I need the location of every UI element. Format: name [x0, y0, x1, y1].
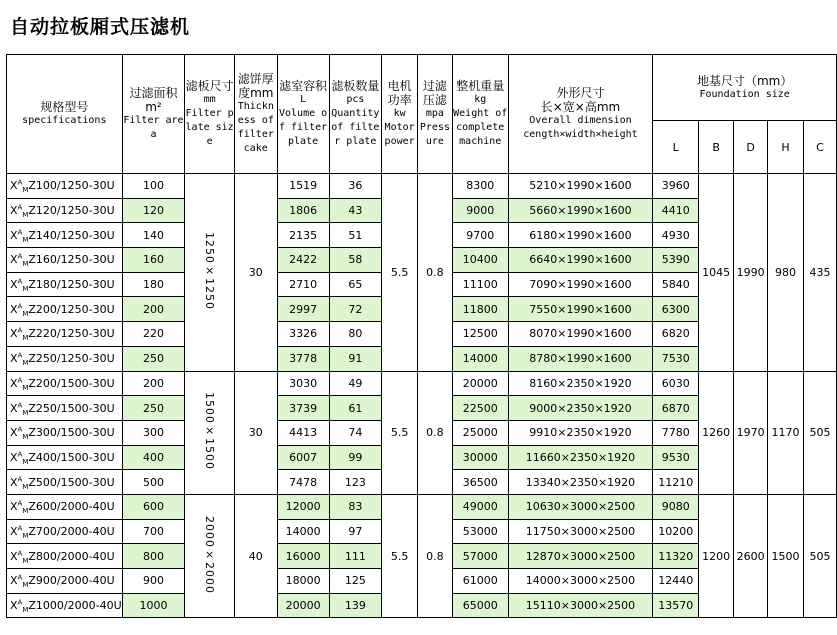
plate-size-text: 1250×1250 [203, 231, 217, 310]
model-suffix: Z200/1500-30U [28, 376, 115, 390]
pressure-cell: 0.8 [418, 371, 453, 494]
model-prefix: X [10, 524, 18, 538]
foundation-l-cell: 5390 [653, 248, 699, 273]
weight-cell: 10400 [452, 248, 508, 273]
model-suffix: Z400/1500-30U [28, 450, 115, 464]
plate-size-cell [185, 371, 235, 494]
foundation-d-cell: 1990 [734, 174, 768, 372]
model-sub: M [22, 334, 29, 343]
quantity-cell: 91 [329, 346, 382, 371]
model-suffix: Z500/1500-30U [28, 475, 115, 489]
weight-cell: 8300 [452, 174, 508, 199]
model-cell [7, 248, 123, 273]
foundation-l-cell: 12440 [653, 569, 699, 594]
model-cell [7, 519, 123, 544]
model-sup: A [17, 425, 23, 434]
model-sup: A [17, 178, 23, 187]
dimension-cell: 6640×1990×1600 [508, 248, 653, 273]
area-cell: 250 [122, 346, 185, 371]
foundation-h-cell: 1170 [768, 371, 804, 494]
volume-cell: 18000 [277, 569, 329, 594]
foundation-d-cell: 1970 [734, 371, 768, 494]
dimension-cell: 11660×2350×1920 [508, 445, 653, 470]
model-prefix: X [10, 253, 18, 267]
weight-cell: 65000 [452, 593, 508, 618]
model-sub: M [22, 433, 29, 442]
page-title: 自动拉板厢式压滤机 [10, 16, 191, 38]
dimension-cell: 14000×3000×2500 [508, 569, 653, 594]
header-foundation: 地基尺寸（mm） Foundation size [653, 55, 837, 121]
volume-cell: 3030 [277, 371, 329, 396]
spec-table [6, 54, 837, 618]
model-prefix: X [10, 475, 18, 489]
foundation-l-cell: 9080 [653, 494, 699, 519]
volume-cell: 16000 [277, 544, 329, 569]
volume-cell: 1806 [277, 198, 329, 223]
model-prefix: X [10, 302, 18, 316]
pressure-cell: 0.8 [418, 494, 453, 617]
model-sup: A [17, 228, 23, 237]
area-cell: 200 [122, 297, 185, 322]
foundation-l-cell: 7780 [653, 420, 699, 445]
model-cell [7, 198, 123, 223]
model-sup: A [17, 474, 23, 483]
model-sub: M [22, 458, 29, 467]
dimension-cell: 8780×1990×1600 [508, 346, 653, 371]
weight-cell: 57000 [452, 544, 508, 569]
thickness-cell: 40 [234, 494, 277, 617]
foundation-l-cell: 3960 [653, 174, 699, 199]
quantity-cell: 43 [329, 198, 382, 223]
dimension-cell: 9000×2350×1920 [508, 396, 653, 421]
header-quantity: 滤板数量 pcs Quantity of filter plate [329, 55, 382, 174]
model-suffix: Z140/1250-30U [28, 228, 115, 242]
weight-cell: 36500 [452, 470, 508, 495]
area-cell: 140 [122, 223, 185, 248]
volume-cell: 6007 [277, 445, 329, 470]
volume-cell: 3778 [277, 346, 329, 371]
foundation-l-cell: 13570 [653, 593, 699, 618]
header-power: 电机功率 kw Motor power [382, 55, 418, 174]
model-prefix: X [10, 426, 18, 440]
header-foundation-h: H [768, 121, 804, 174]
model-prefix: X [10, 549, 18, 563]
volume-cell: 3326 [277, 322, 329, 347]
table-row [7, 494, 837, 519]
power-cell: 5.5 [382, 371, 418, 494]
dimension-cell: 5660×1990×1600 [508, 198, 653, 223]
quantity-cell: 123 [329, 470, 382, 495]
model-cell [7, 371, 123, 396]
weight-cell: 9700 [452, 223, 508, 248]
model-sub: M [22, 260, 29, 269]
model-prefix: X [10, 352, 18, 366]
weight-cell: 14000 [452, 346, 508, 371]
header-area: 过滤面积 m² Filter area [122, 55, 185, 174]
quantity-cell: 99 [329, 445, 382, 470]
dimension-cell: 9910×2350×1920 [508, 420, 653, 445]
model-sub: M [22, 384, 29, 393]
model-suffix: Z220/1250-30U [28, 327, 115, 341]
area-cell: 900 [122, 569, 185, 594]
dimension-cell: 8160×2350×1920 [508, 371, 653, 396]
weight-cell: 11800 [452, 297, 508, 322]
model-prefix: X [10, 179, 18, 193]
dimension-cell: 8070×1990×1600 [508, 322, 653, 347]
foundation-h-cell: 980 [768, 174, 804, 372]
quantity-cell: 51 [329, 223, 382, 248]
model-sub: M [22, 581, 29, 590]
weight-cell: 9000 [452, 198, 508, 223]
model-sub: M [22, 186, 29, 195]
weight-cell: 20000 [452, 371, 508, 396]
model-sub: M [22, 211, 29, 220]
model-sup: A [17, 499, 23, 508]
area-cell: 400 [122, 445, 185, 470]
model-sup: A [17, 450, 23, 459]
foundation-l-cell: 6870 [653, 396, 699, 421]
quantity-cell: 74 [329, 420, 382, 445]
model-sup: A [17, 203, 23, 212]
quantity-cell: 83 [329, 494, 382, 519]
model-sup: A [17, 549, 23, 557]
foundation-b-cell: 1045 [699, 174, 734, 372]
volume-cell: 1519 [277, 174, 329, 199]
model-sub: M [22, 309, 29, 318]
area-cell: 300 [122, 420, 185, 445]
model-suffix: Z250/1500-30U [28, 401, 115, 415]
dimension-cell: 7550×1990×1600 [508, 297, 653, 322]
dimension-cell: 6180×1990×1600 [508, 223, 653, 248]
header-plate-size: 滤板尺寸 mm Filter plate size [185, 55, 235, 174]
model-sub: M [22, 235, 29, 244]
dimension-cell: 10630×3000×2500 [508, 494, 653, 519]
quantity-cell: 61 [329, 396, 382, 421]
area-cell: 1000 [122, 593, 185, 618]
model-prefix: X [10, 574, 18, 588]
model-cell [7, 445, 123, 470]
foundation-h-cell: 1500 [768, 494, 804, 617]
model-sub: M [22, 507, 29, 516]
foundation-l-cell: 7530 [653, 346, 699, 371]
pressure-cell: 0.8 [418, 174, 453, 372]
plate-size-cell [185, 174, 235, 372]
model-sub: M [22, 556, 29, 565]
foundation-d-cell: 2600 [734, 494, 768, 617]
foundation-c-cell: 505 [803, 371, 836, 494]
header-row [7, 55, 837, 121]
power-cell: 5.5 [382, 174, 418, 372]
foundation-l-cell: 6820 [653, 322, 699, 347]
foundation-l-cell: 11320 [653, 544, 699, 569]
header-dimension: 外形尺寸 长×宽×高mm Overall dimension cength×width×height [508, 55, 653, 174]
foundation-l-cell: 4410 [653, 198, 699, 223]
model-suffix: Z1000/2000-40U [28, 599, 122, 613]
dimension-cell: 13340×2350×1920 [508, 470, 653, 495]
foundation-l-cell: 4930 [653, 223, 699, 248]
foundation-l-cell: 10200 [653, 519, 699, 544]
quantity-cell: 80 [329, 322, 382, 347]
header-foundation-l: L [653, 121, 699, 174]
volume-cell: 4413 [277, 420, 329, 445]
model-cell [7, 494, 123, 519]
model-prefix: X [10, 376, 18, 390]
model-sub: M [22, 532, 29, 541]
volume-cell: 14000 [277, 519, 329, 544]
model-suffix: Z300/1500-30U [28, 426, 115, 440]
dimension-cell: 12870×3000×2500 [508, 544, 653, 569]
model-prefix: X [10, 450, 18, 464]
volume-cell: 2710 [277, 272, 329, 297]
header-weight: 整机重量 kg Weight of complete machine [452, 55, 508, 174]
model-prefix: X [10, 228, 18, 242]
weight-cell: 30000 [452, 445, 508, 470]
model-prefix: X [10, 278, 18, 292]
model-cell [7, 223, 123, 248]
model-cell [7, 569, 123, 594]
header-foundation-b: B [699, 121, 734, 174]
foundation-b-cell: 1260 [699, 371, 734, 494]
model-suffix: Z700/2000-40U [28, 524, 115, 538]
volume-cell: 2422 [277, 248, 329, 273]
power-cell: 5.5 [382, 494, 418, 617]
area-cell: 600 [122, 494, 185, 519]
area-cell: 250 [122, 396, 185, 421]
model-sup: A [17, 252, 23, 261]
thickness-cell: 30 [234, 174, 277, 372]
area-cell: 700 [122, 519, 185, 544]
model-suffix: Z120/1250-30U [28, 204, 115, 218]
model-sup: A [17, 326, 23, 335]
model-suffix: Z600/2000-40U [28, 500, 115, 514]
model-sub: M [22, 482, 29, 491]
quantity-cell: 36 [329, 174, 382, 199]
model-sup: A [17, 573, 23, 582]
weight-cell: 49000 [452, 494, 508, 519]
model-sub: M [22, 408, 29, 417]
quantity-cell: 139 [329, 593, 382, 618]
header-foundation-d: D [734, 121, 768, 174]
thickness-cell: 30 [234, 371, 277, 494]
foundation-l-cell: 11210 [653, 470, 699, 495]
header-model: 规格型号 specifications [7, 55, 123, 174]
model-sub: M [22, 359, 29, 368]
model-cell [7, 593, 123, 618]
area-cell: 220 [122, 322, 185, 347]
model-suffix: Z800/2000-40U [28, 549, 115, 563]
volume-cell: 7478 [277, 470, 329, 495]
weight-cell: 61000 [452, 569, 508, 594]
area-cell: 180 [122, 272, 185, 297]
foundation-c-cell: 435 [803, 174, 836, 372]
quantity-cell: 65 [329, 272, 382, 297]
header-volume: 滤室容积 L Volume of filter plate [277, 55, 329, 174]
header-thickness: 滤饼厚度mm Thickness of filter cake [234, 55, 277, 174]
weight-cell: 53000 [452, 519, 508, 544]
model-cell [7, 297, 123, 322]
foundation-l-cell: 9530 [653, 445, 699, 470]
dimension-cell: 7090×1990×1600 [508, 272, 653, 297]
volume-cell: 2135 [277, 223, 329, 248]
model-sup: A [17, 400, 23, 409]
plate-size-text: 1500×1500 [203, 392, 217, 471]
foundation-l-cell: 5840 [653, 272, 699, 297]
model-cell [7, 322, 123, 347]
foundation-b-cell: 1200 [699, 494, 734, 617]
dimension-cell: 15110×3000×2500 [508, 593, 653, 618]
plate-size-cell [185, 494, 235, 617]
model-cell [7, 396, 123, 421]
area-cell: 500 [122, 470, 185, 495]
model-sup: A [17, 277, 23, 286]
quantity-cell: 125 [329, 569, 382, 594]
area-cell: 800 [122, 544, 185, 569]
model-prefix: X [10, 204, 18, 218]
foundation-c-cell: 505 [803, 494, 836, 617]
model-cell [7, 346, 123, 371]
model-suffix: Z200/1250-30U [28, 302, 115, 316]
model-sub: M [22, 606, 29, 615]
dimension-cell: 5210×1990×1600 [508, 174, 653, 199]
area-cell: 120 [122, 198, 185, 223]
model-suffix: Z160/1250-30U [28, 253, 115, 267]
model-sup: A [17, 524, 23, 533]
weight-cell: 11100 [452, 272, 508, 297]
model-sub: M [22, 285, 29, 294]
model-cell [7, 420, 123, 445]
foundation-l-cell: 6030 [653, 371, 699, 396]
table-row [7, 174, 837, 199]
header-foundation-c: C [803, 121, 836, 174]
model-sup: A [17, 302, 23, 311]
model-prefix: X [10, 599, 18, 613]
dimension-cell: 11750×3000×2500 [508, 519, 653, 544]
model-sup: A [17, 351, 23, 360]
model-cell [7, 544, 123, 569]
weight-cell: 25000 [452, 420, 508, 445]
weight-cell: 22500 [452, 396, 508, 421]
model-cell [7, 470, 123, 495]
quantity-cell: 58 [329, 248, 382, 273]
volume-cell: 3739 [277, 396, 329, 421]
model-suffix: Z100/1250-30U [28, 179, 115, 193]
volume-cell: 2997 [277, 297, 329, 322]
volume-cell: 12000 [277, 494, 329, 519]
area-cell: 160 [122, 248, 185, 273]
quantity-cell: 72 [329, 297, 382, 322]
model-sup: A [17, 598, 23, 607]
quantity-cell: 49 [329, 371, 382, 396]
foundation-l-cell: 6300 [653, 297, 699, 322]
model-suffix: Z180/1250-30U [28, 278, 115, 292]
table-row [7, 371, 837, 396]
plate-size-text: 2000×2000 [203, 515, 217, 594]
model-sup: A [17, 376, 23, 385]
area-cell: 200 [122, 371, 185, 396]
model-cell [7, 174, 123, 199]
quantity-cell: 111 [329, 544, 382, 569]
area-cell: 100 [122, 174, 185, 199]
model-cell [7, 272, 123, 297]
volume-cell: 20000 [277, 593, 329, 618]
header-pressure: 过滤压滤 mpa Pressure [418, 55, 453, 174]
quantity-cell: 97 [329, 519, 382, 544]
model-prefix: X [10, 401, 18, 415]
weight-cell: 12500 [452, 322, 508, 347]
model-prefix: X [10, 500, 18, 514]
model-suffix: Z250/1250-30U [28, 352, 115, 366]
model-prefix: X [10, 327, 18, 341]
model-suffix: Z900/2000-40U [28, 574, 115, 588]
